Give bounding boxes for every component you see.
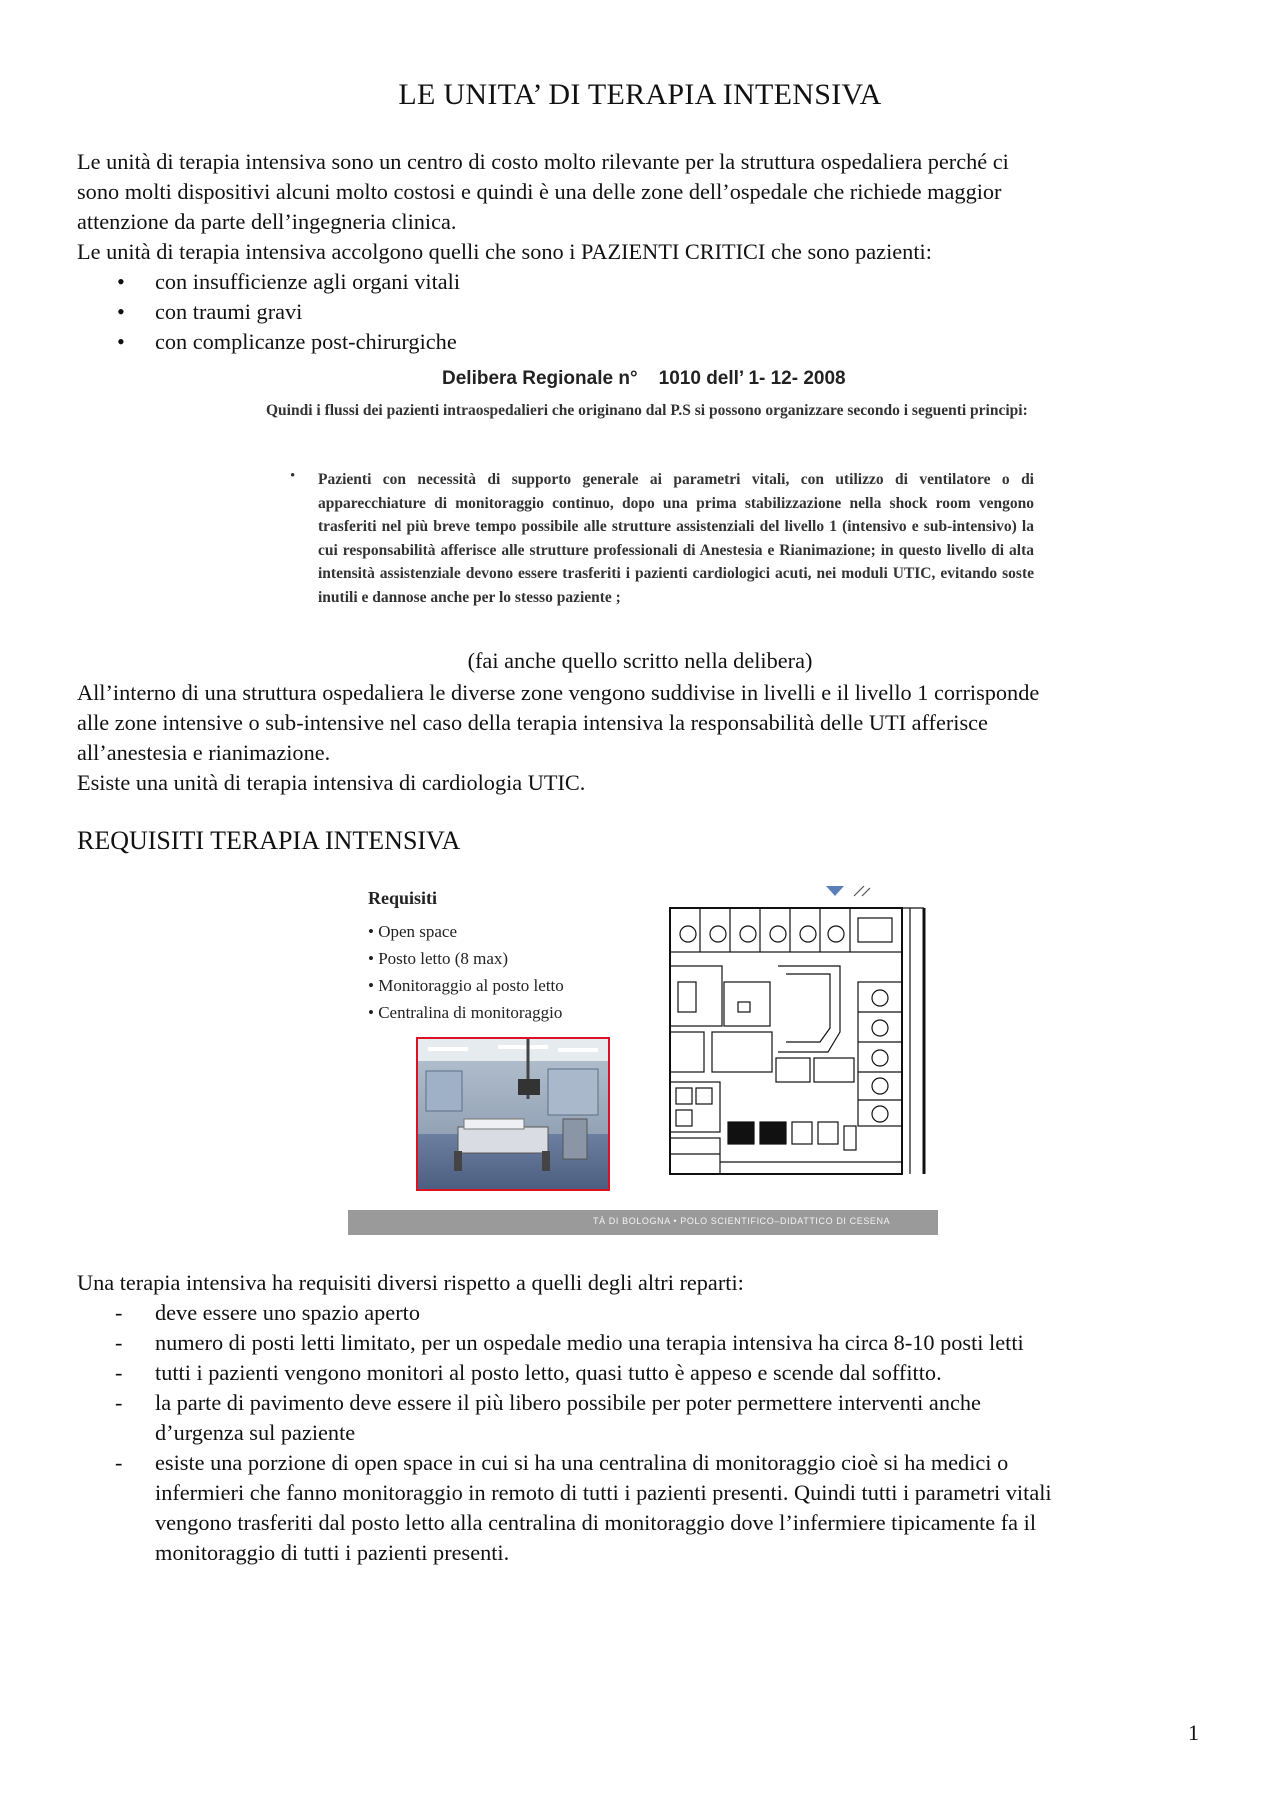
patient-bullet-list	[77, 267, 1177, 357]
list-item-line: infermieri che fanno monitoraggio in remoto di tutti i pazienti presenti. Quindi tutti i parametri vitali	[155, 1480, 1052, 1505]
delibera-title: Delibera Regionale n° 1010 dell’ 1- 12- 2008	[442, 368, 846, 389]
list-item-line: vengono trasferiti dal posto letto alla centralina di monitoraggio dove l’infermiere tipicamente fa il	[155, 1510, 1037, 1535]
list-item	[77, 1358, 1217, 1388]
requirements-intro: Una terapia intensiva ha requisiti diversi rispetto a quelli degli altri reparti:	[77, 1270, 744, 1295]
list-item-line: numero di posti letti limitato, per un ospedale medio una terapia intensiva ha circa 8-10 posti letti	[155, 1330, 1024, 1355]
slide-footer-text: TÀ DI BOLOGNA • POLO SCIENTIFICO–DIDATTICO DI CESENA	[593, 1216, 891, 1226]
list-item	[77, 267, 1177, 297]
list-item-line: esiste una porzione di open space in cui si ha una centralina di monitoraggio cioè si ha medici o	[155, 1450, 1009, 1475]
list-item-text: con traumi gravi	[155, 299, 303, 324]
page-number: 1	[1188, 1720, 1199, 1745]
list-item-text: con insufficienze agli organi vitali	[155, 269, 461, 294]
dash-marker: -	[115, 1330, 123, 1355]
levels-line: alle zone intensive o sub-intensive nel caso della terapia intensiva la responsabilità delle UTI afferisce	[77, 710, 988, 735]
page-title: LE UNITA’ DI TERAPIA INTENSIVA	[398, 78, 882, 111]
intro-paragraph	[77, 147, 1207, 267]
list-item	[77, 297, 1177, 327]
requisiti-slide-image	[348, 882, 938, 1235]
bullet-marker: •	[117, 299, 125, 324]
icu-room-photo-graphic	[418, 1039, 608, 1189]
section-heading: REQUISITI TERAPIA INTENSIVA	[77, 826, 461, 855]
dash-marker: -	[115, 1360, 123, 1385]
list-item-text: con complicanze post-chirurgiche	[155, 329, 457, 354]
list-item: • Monitoraggio al posto letto	[368, 976, 564, 995]
list-item	[77, 1388, 1217, 1448]
levels-line: all’anestesia e rianimazione.	[77, 740, 331, 765]
slide-footer-bar	[348, 1210, 938, 1235]
requirements-list	[77, 1298, 1217, 1568]
slide-title: Requisiti	[368, 888, 438, 908]
delibera-caption: (fai anche quello scritto nella delibera)	[467, 648, 813, 673]
list-item	[77, 1298, 1217, 1328]
list-item: • Open space	[368, 922, 458, 941]
delibera-bullet-text: Pazienti con necessità di supporto generale ai parametri vitali, con utilizzo di ventilatore o di apparecchiature di monitoraggio continuo, dopo una prima stabilizzazione nella shock room vengono trasferiti nel più breve tempo possibile alle strutture assistenziali del livello 1 (intensivo e sub-intensivo) la cui responsabilità afferisce alle strutture professionali di Anestesia e Rianimazione; in questo livello di alta intensità assistenziale devono essere trasferiti i pazienti cardiologici acuti, nei moduli UTIC, evitando soste inutili e dannose anche per lo stesso paziente ;	[318, 471, 1034, 606]
dash-marker: -	[115, 1390, 123, 1415]
list-item	[77, 327, 1177, 357]
list-item	[77, 1328, 1217, 1358]
delibera-bullet-marker: •	[290, 468, 296, 484]
dash-marker: -	[115, 1450, 123, 1475]
intro-line: sono molti dispositivi alcuni molto costosi e quindi è una delle zone dell’ospedale che richiede maggior	[77, 179, 1002, 204]
list-item: • Centralina di monitoraggio	[368, 1003, 563, 1022]
bullet-marker: •	[117, 329, 125, 354]
dash-marker: -	[115, 1300, 123, 1325]
delibera-intro: Quindi i flussi dei pazienti intraospedalieri che originano dal P.S si possono organizzare secondo i seguenti principi:	[266, 402, 1028, 419]
list-item-line: la parte di pavimento deve essere il più libero possibile per poter permettere interventi anche	[155, 1390, 981, 1415]
bullet-marker: •	[117, 269, 125, 294]
slide-requirements-list	[368, 918, 564, 1026]
list-item-line: monitoraggio di tutti i pazienti presenti.	[155, 1540, 510, 1565]
intro-line: Le unità di terapia intensiva sono un centro di costo molto rilevante per la struttura ospedaliera perché ci	[77, 149, 1009, 174]
list-item: • Posto letto (8 max)	[368, 949, 509, 968]
list-item-line: tutti i pazienti vengono monitori al posto letto, quasi tutto è appeso e scende dal soffitto.	[155, 1360, 942, 1385]
icu-floor-plan	[658, 882, 938, 1202]
icu-room-photo	[416, 1037, 610, 1191]
delibera-excerpt-image	[262, 364, 1042, 634]
list-item-line: d’urgenza sul paziente	[155, 1420, 356, 1445]
list-item-line: deve essere uno spazio aperto	[155, 1300, 420, 1325]
intro-line: Le unità di terapia intensiva accolgono quelli che sono i PAZIENTI CRITICI che sono pazienti:	[77, 239, 932, 264]
intro-line: attenzione da parte dell’ingegneria clinica.	[77, 209, 457, 234]
levels-paragraph	[77, 678, 1207, 798]
list-item	[77, 1448, 1217, 1568]
floor-plan-graphic	[658, 882, 938, 1202]
levels-line: Esiste una unità di terapia intensiva di cardiologia UTIC.	[77, 770, 586, 795]
levels-line: All’interno di una struttura ospedaliera le diverse zone vengono suddivise in livelli e il livello 1 corrisponde	[77, 680, 1040, 705]
